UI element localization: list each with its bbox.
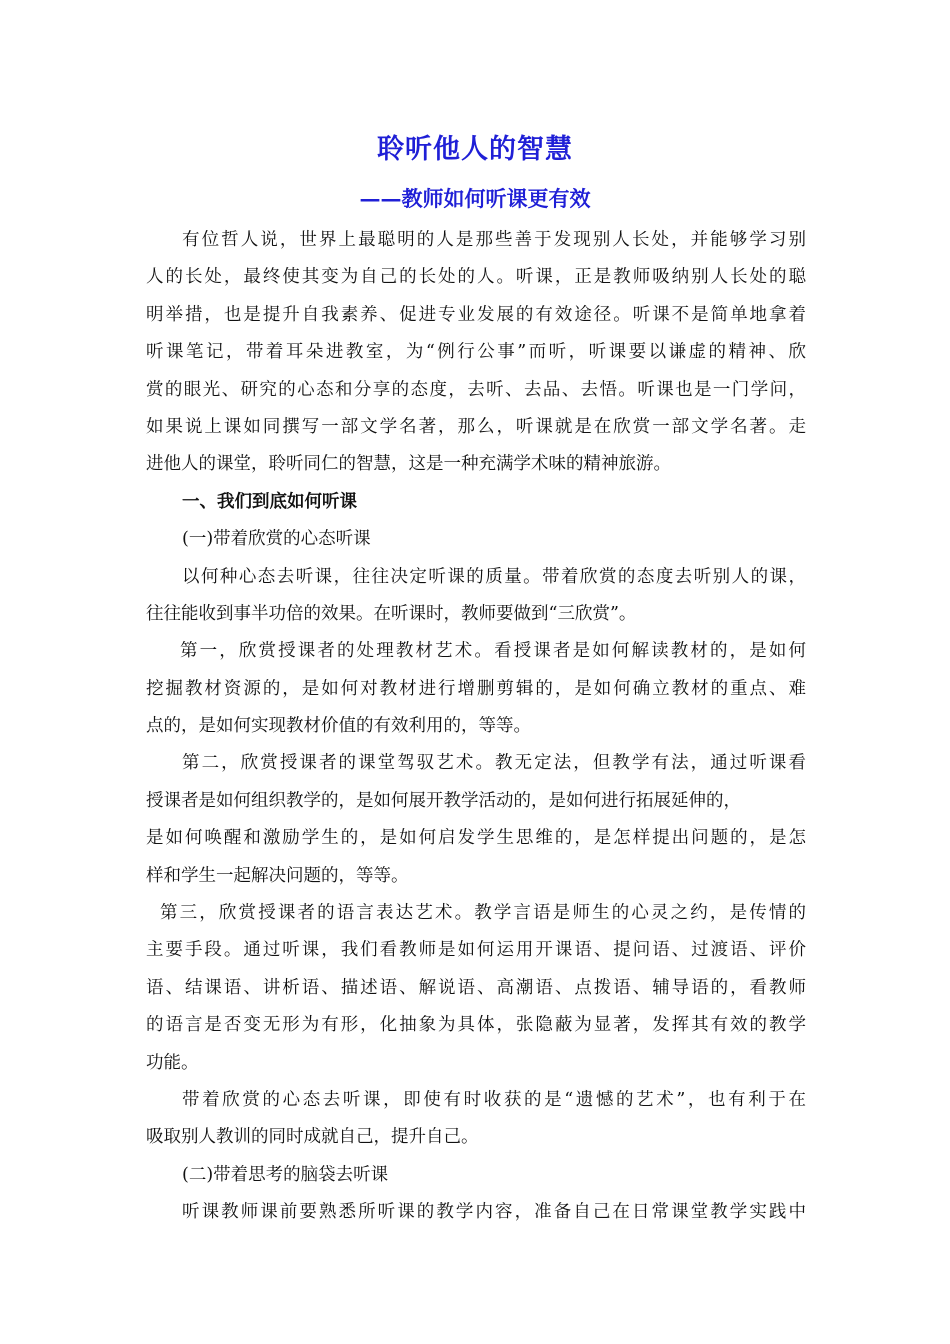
document-title: 聆听他人的智慧 — [377, 134, 573, 165]
paragraph-line: 赏的眼光、研究的心态和分享的态度，去听、去品、去悟。听课也是一门学问， — [146, 379, 806, 400]
subsection-heading: (二)带着思考的脑袋去听课 — [182, 1164, 389, 1185]
paragraph-line: 有位哲人说，世界上最聪明的人是那些善于发现别人长处，并能够学习别 — [182, 230, 806, 250]
paragraph-line: 挖掘教材资源的，是如何对教材进行增删剪辑的，是如何确立教材的重点、难 — [146, 678, 806, 699]
paragraph-line: 功能。 — [146, 1052, 199, 1073]
paragraph-line: 语、结课语、讲析语、描述语、解说语、高潮语、点拨语、辅导语的，看教师 — [146, 977, 806, 998]
paragraph-line: 的语言是否变无形为有形，化抽象为具体，张隐蔽为显著，发挥其有效的教学 — [146, 1015, 806, 1036]
paragraph-line: 第一，欣赏授课者的处理教材艺术。看授课者是如何解读教材的，是如何 — [180, 641, 806, 662]
paragraph-line: 样和学生一起解决问题的，等等。 — [146, 865, 409, 886]
paragraph-line: 是如何唤醒和激励学生的，是如何启发学生思维的，是怎样提出问题的，是怎 — [146, 828, 806, 849]
paragraph-line: 听课教师课前要熟悉所听课的教学内容，准备自己在日常课堂教学实践中 — [182, 1202, 806, 1223]
paragraph-line: 第二，欣赏授课者的课堂驾驭艺术。教无定法，但教学有法，通过听课看 — [182, 753, 806, 774]
paragraph-line: 以何种心态去听课，往往决定听课的质量。带着欣赏的态度去听别人的课， — [182, 566, 806, 587]
paragraph-line: 进他人的课堂，聆听同仁的智慧，这是一种充满学术味的精神旅游。 — [146, 454, 671, 475]
paragraph-line: 人的长处，最终使其变为自己的长处的人。听课，正是教师吸纳别人长处的聪 — [146, 267, 806, 288]
subsection-heading: (一)带着欣赏的心态听课 — [182, 529, 371, 550]
paragraph-line: 吸取别人教训的同时成就自己，提升自己。 — [146, 1127, 479, 1148]
document-subtitle: ——教师如何听课更有效 — [359, 186, 591, 211]
paragraph-line: 带着欣赏的心态去听课，即使有时收获的是“遗憾的艺术”，也有利于在 — [182, 1089, 806, 1110]
paragraph-line: 如果说上课如同撰写一部文学名著，那么，听课就是在欣赏一部文学名著。走 — [146, 416, 806, 437]
paragraph-line: 授课者是如何组织教学的，是如何展开教学活动的，是如何进行拓展延伸的， — [146, 790, 741, 811]
section-heading: 一、我们到底如何听课 — [182, 491, 357, 512]
paragraph-line: 明举措，也是提升自我素养、促进专业发展的有效途径。听课不是简单地拿着 — [146, 304, 806, 325]
paragraph-line: 往往能收到事半功倍的效果。在听课时，教师要做到“三欣赏”。 — [146, 603, 637, 624]
paragraph-line: 主要手段。通过听课，我们看教师是如何运用开课语、提问语、过渡语、评价 — [146, 940, 806, 961]
paragraph-line: 听课笔记，带着耳朵进教室，为“例行公事”而听，听课要以谦虚的精神、欣 — [146, 342, 806, 363]
paragraph-line: 第三，欣赏授课者的语言表达艺术。教学言语是师生的心灵之约，是传情的 — [160, 903, 806, 924]
paragraph-line: 点的，是如何实现教材价值的有效利用的，等等。 — [146, 716, 531, 737]
document-body — [146, 222, 806, 1232]
